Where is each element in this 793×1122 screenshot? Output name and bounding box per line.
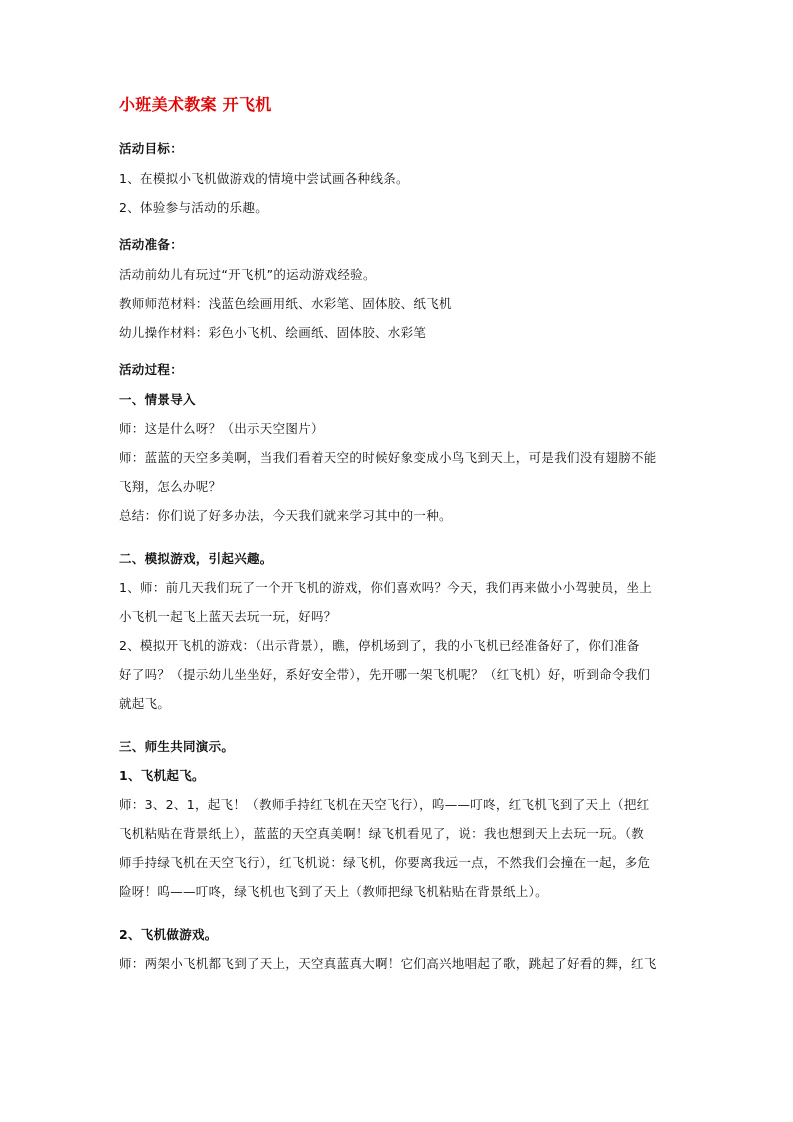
goal-item: 2、体验参与活动的乐趣。 — [119, 200, 269, 215]
paragraph-line: 师：两架小飞机都飞到了天上，天空真蓝真大啊！它们高兴地唱起了歌，跳起了好看的舞，红飞 — [119, 956, 657, 971]
paragraph-line: 总结：你们说了好多办法，今天我们就来学习其中的一种。 — [119, 508, 452, 523]
paragraph-line: 飞机粘贴在背景纸上），蓝蓝的天空真美啊！绿飞机看见了，说：我也想到天上去玩一玩。（教 — [119, 826, 645, 841]
subsection-heading: 一、情景导入 — [119, 392, 196, 407]
prep-item: 教师师范材料：浅蓝色绘画用纸、水彩笔、固体胶、纸飞机 — [119, 296, 452, 311]
section-heading-process: 活动过程： — [119, 362, 184, 377]
paragraph-line: 飞翔，怎么办呢？ — [119, 479, 222, 494]
prep-item: 幼儿操作材料：彩色小飞机、绘画纸、固体胶、水彩笔 — [119, 325, 427, 340]
goal-item: 1、在模拟小飞机做游戏的情境中尝试画各种线条。 — [119, 171, 409, 186]
section-heading-prep: 活动准备： — [119, 237, 184, 252]
paragraph-line: 师：蓝蓝的天空多美啊，当我们看着天空的时候好象变成小鸟飞到天上，可是我们没有翅膀不能 — [119, 450, 657, 465]
paragraph-line: 1、师：前几天我们玩了一个开飞机的游戏，你们喜欢吗？今天，我们再来做小小驾驶员，坐上 — [119, 580, 653, 595]
subsection-heading: 二、模拟游戏，引起兴趣。 — [119, 551, 273, 566]
section-heading-goal: 活动目标： — [119, 141, 184, 156]
paragraph-line: 师：3、2、1，起飞！（教师手持红飞机在天空飞行），呜——叮咚，红飞机飞到了天上（把红 — [119, 797, 650, 812]
paragraph-line: 就起飞。 — [119, 696, 171, 711]
paragraph-line: 险呀！呜——叮咚，绿飞机也飞到了天上（教师把绿飞机粘贴在背景纸上）。 — [119, 884, 548, 899]
prep-item: 活动前幼儿有玩过“开飞机”的运动游戏经验。 — [119, 267, 376, 282]
paragraph-line: 好了吗？（提示幼儿坐坐好，系好安全带），先开哪一架飞机呢？（红飞机）好，听到命令我们 — [119, 667, 651, 682]
paragraph-line: 师手持绿飞机在天空飞行），红飞机说：绿飞机，你要离我远一点，不然我们会撞在一起，多危 — [119, 855, 651, 870]
subsection-heading: 2、飞机做游戏。 — [119, 927, 218, 942]
paragraph-line: 师：这是什么呀？（出示天空图片） — [119, 421, 324, 436]
subsection-heading: 三、师生共同演示。 — [119, 739, 235, 754]
paragraph-line: 2、模拟开飞机的游戏：（出示背景），瞧，停机场到了，我的小飞机已经准备好了，你们准备 — [119, 638, 640, 653]
document-title: 小班美术教案 开飞机 — [119, 95, 272, 114]
subsection-heading: 1、飞机起飞。 — [119, 768, 205, 783]
document-body — [119, 94, 679, 978]
paragraph-line: 小飞机一起飞上蓝天去玩一玩，好吗？ — [119, 609, 337, 624]
